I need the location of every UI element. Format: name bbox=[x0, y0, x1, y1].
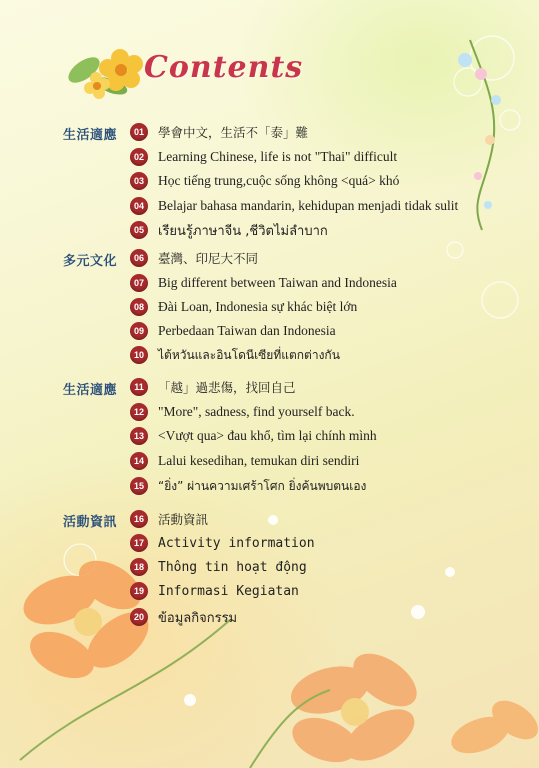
entry-title: ไต้หวันและอินโดนีเซียที่แตกต่างกัน bbox=[158, 347, 340, 362]
toc-entry[interactable] bbox=[130, 321, 336, 341]
entry-title: Thông tin hoạt động bbox=[158, 559, 307, 575]
entry-title: <Vượt qua> đau khổ, tìm lại chính mình bbox=[158, 428, 377, 443]
toc-entry[interactable] bbox=[130, 122, 308, 142]
title-flowers bbox=[64, 49, 143, 99]
entry-number-badge: 12 bbox=[130, 403, 148, 421]
entry-number-badge: 07 bbox=[130, 274, 148, 292]
entry-title: Belajar bahasa mandarin, kehidupan menjadi tidak sulit bbox=[158, 198, 459, 213]
entry-number-badge: 10 bbox=[130, 346, 148, 364]
toc-entry[interactable] bbox=[130, 581, 299, 601]
entry-number-badge: 09 bbox=[130, 322, 148, 340]
entry-number-badge: 19 bbox=[130, 582, 148, 600]
entry-title: Lalui kesedihan, temukan diri sendiri bbox=[158, 453, 360, 468]
entry-title: Big different between Taiwan and Indonesia bbox=[158, 275, 397, 290]
entry-title: เรียนรู้ภาษาจีน ,ชีวิตไม่ลำบาก bbox=[158, 223, 328, 239]
toc-entry[interactable] bbox=[130, 533, 315, 553]
entry-number-badge: 01 bbox=[130, 123, 148, 141]
entry-number-badge: 16 bbox=[130, 510, 148, 528]
toc-entry[interactable] bbox=[130, 509, 208, 529]
entry-number-badge: 11 bbox=[130, 378, 148, 396]
entry-title: "More", sadness, find yourself back. bbox=[158, 404, 355, 419]
entry-number-badge: 13 bbox=[130, 427, 148, 445]
entry-title: Đài Loan, Indonesia sự khác biệt lớn bbox=[158, 299, 358, 314]
entry-title: Học tiếng trung,cuộc sống không <quá> khó bbox=[158, 173, 400, 188]
entry-number-badge: 20 bbox=[130, 608, 148, 626]
section-label-event-info: 活動資訊 bbox=[63, 515, 118, 530]
toc-entry[interactable] bbox=[130, 426, 377, 446]
entry-title: 學會中文，生活不「泰」難 bbox=[158, 125, 309, 140]
entry-title: “ยิ่ง” ผ่านความเศร้าโศก ยิ่งค้นพบตนเอง bbox=[158, 478, 367, 493]
toc-entry[interactable] bbox=[130, 196, 458, 216]
entry-title: Informasi Kegiatan bbox=[158, 583, 299, 599]
toc-entry[interactable] bbox=[130, 297, 357, 317]
toc-entry[interactable] bbox=[130, 476, 366, 496]
toc-entry[interactable] bbox=[130, 171, 399, 191]
entry-number-badge: 08 bbox=[130, 298, 148, 316]
toc-entry[interactable] bbox=[130, 557, 307, 577]
section-label-life-adaptation-2: 生活適應 bbox=[63, 383, 118, 398]
toc-entry[interactable] bbox=[130, 402, 355, 422]
entry-title: ข้อมูลกิจกรรม bbox=[158, 610, 238, 626]
toc-entry[interactable] bbox=[130, 345, 340, 365]
entry-number-badge: 02 bbox=[130, 148, 148, 166]
entry-number-badge: 03 bbox=[130, 172, 148, 190]
entry-title: Activity information bbox=[158, 535, 315, 551]
page-title: Contents bbox=[144, 50, 304, 85]
entry-title: 「越」過悲傷，找回自己 bbox=[158, 380, 296, 395]
section-label-multiculture: 多元文化 bbox=[63, 254, 118, 269]
toc-entry[interactable] bbox=[130, 248, 258, 268]
toc-entry[interactable] bbox=[130, 451, 359, 471]
entry-title: Learning Chinese, life is not "Thai" difficult bbox=[158, 149, 398, 164]
entry-number-badge: 04 bbox=[130, 197, 148, 215]
entry-number-badge: 15 bbox=[130, 477, 148, 495]
toc-entry[interactable] bbox=[130, 147, 397, 167]
entry-title: 臺灣、印尼大不同 bbox=[158, 251, 259, 266]
entry-number-badge: 14 bbox=[130, 452, 148, 470]
entry-number-badge: 18 bbox=[130, 558, 148, 576]
entry-title: Perbedaan Taiwan dan Indonesia bbox=[158, 323, 336, 338]
section-label-life-adaptation: 生活適應 bbox=[63, 128, 118, 143]
entry-number-badge: 06 bbox=[130, 249, 148, 267]
toc-entry[interactable] bbox=[130, 377, 296, 397]
entry-number-badge: 05 bbox=[130, 221, 148, 239]
toc-entry[interactable] bbox=[130, 607, 237, 627]
toc-entry[interactable] bbox=[130, 220, 328, 240]
entry-title: 活動資訊 bbox=[158, 512, 209, 527]
toc-entry[interactable] bbox=[130, 273, 397, 293]
entry-number-badge: 17 bbox=[130, 534, 148, 552]
